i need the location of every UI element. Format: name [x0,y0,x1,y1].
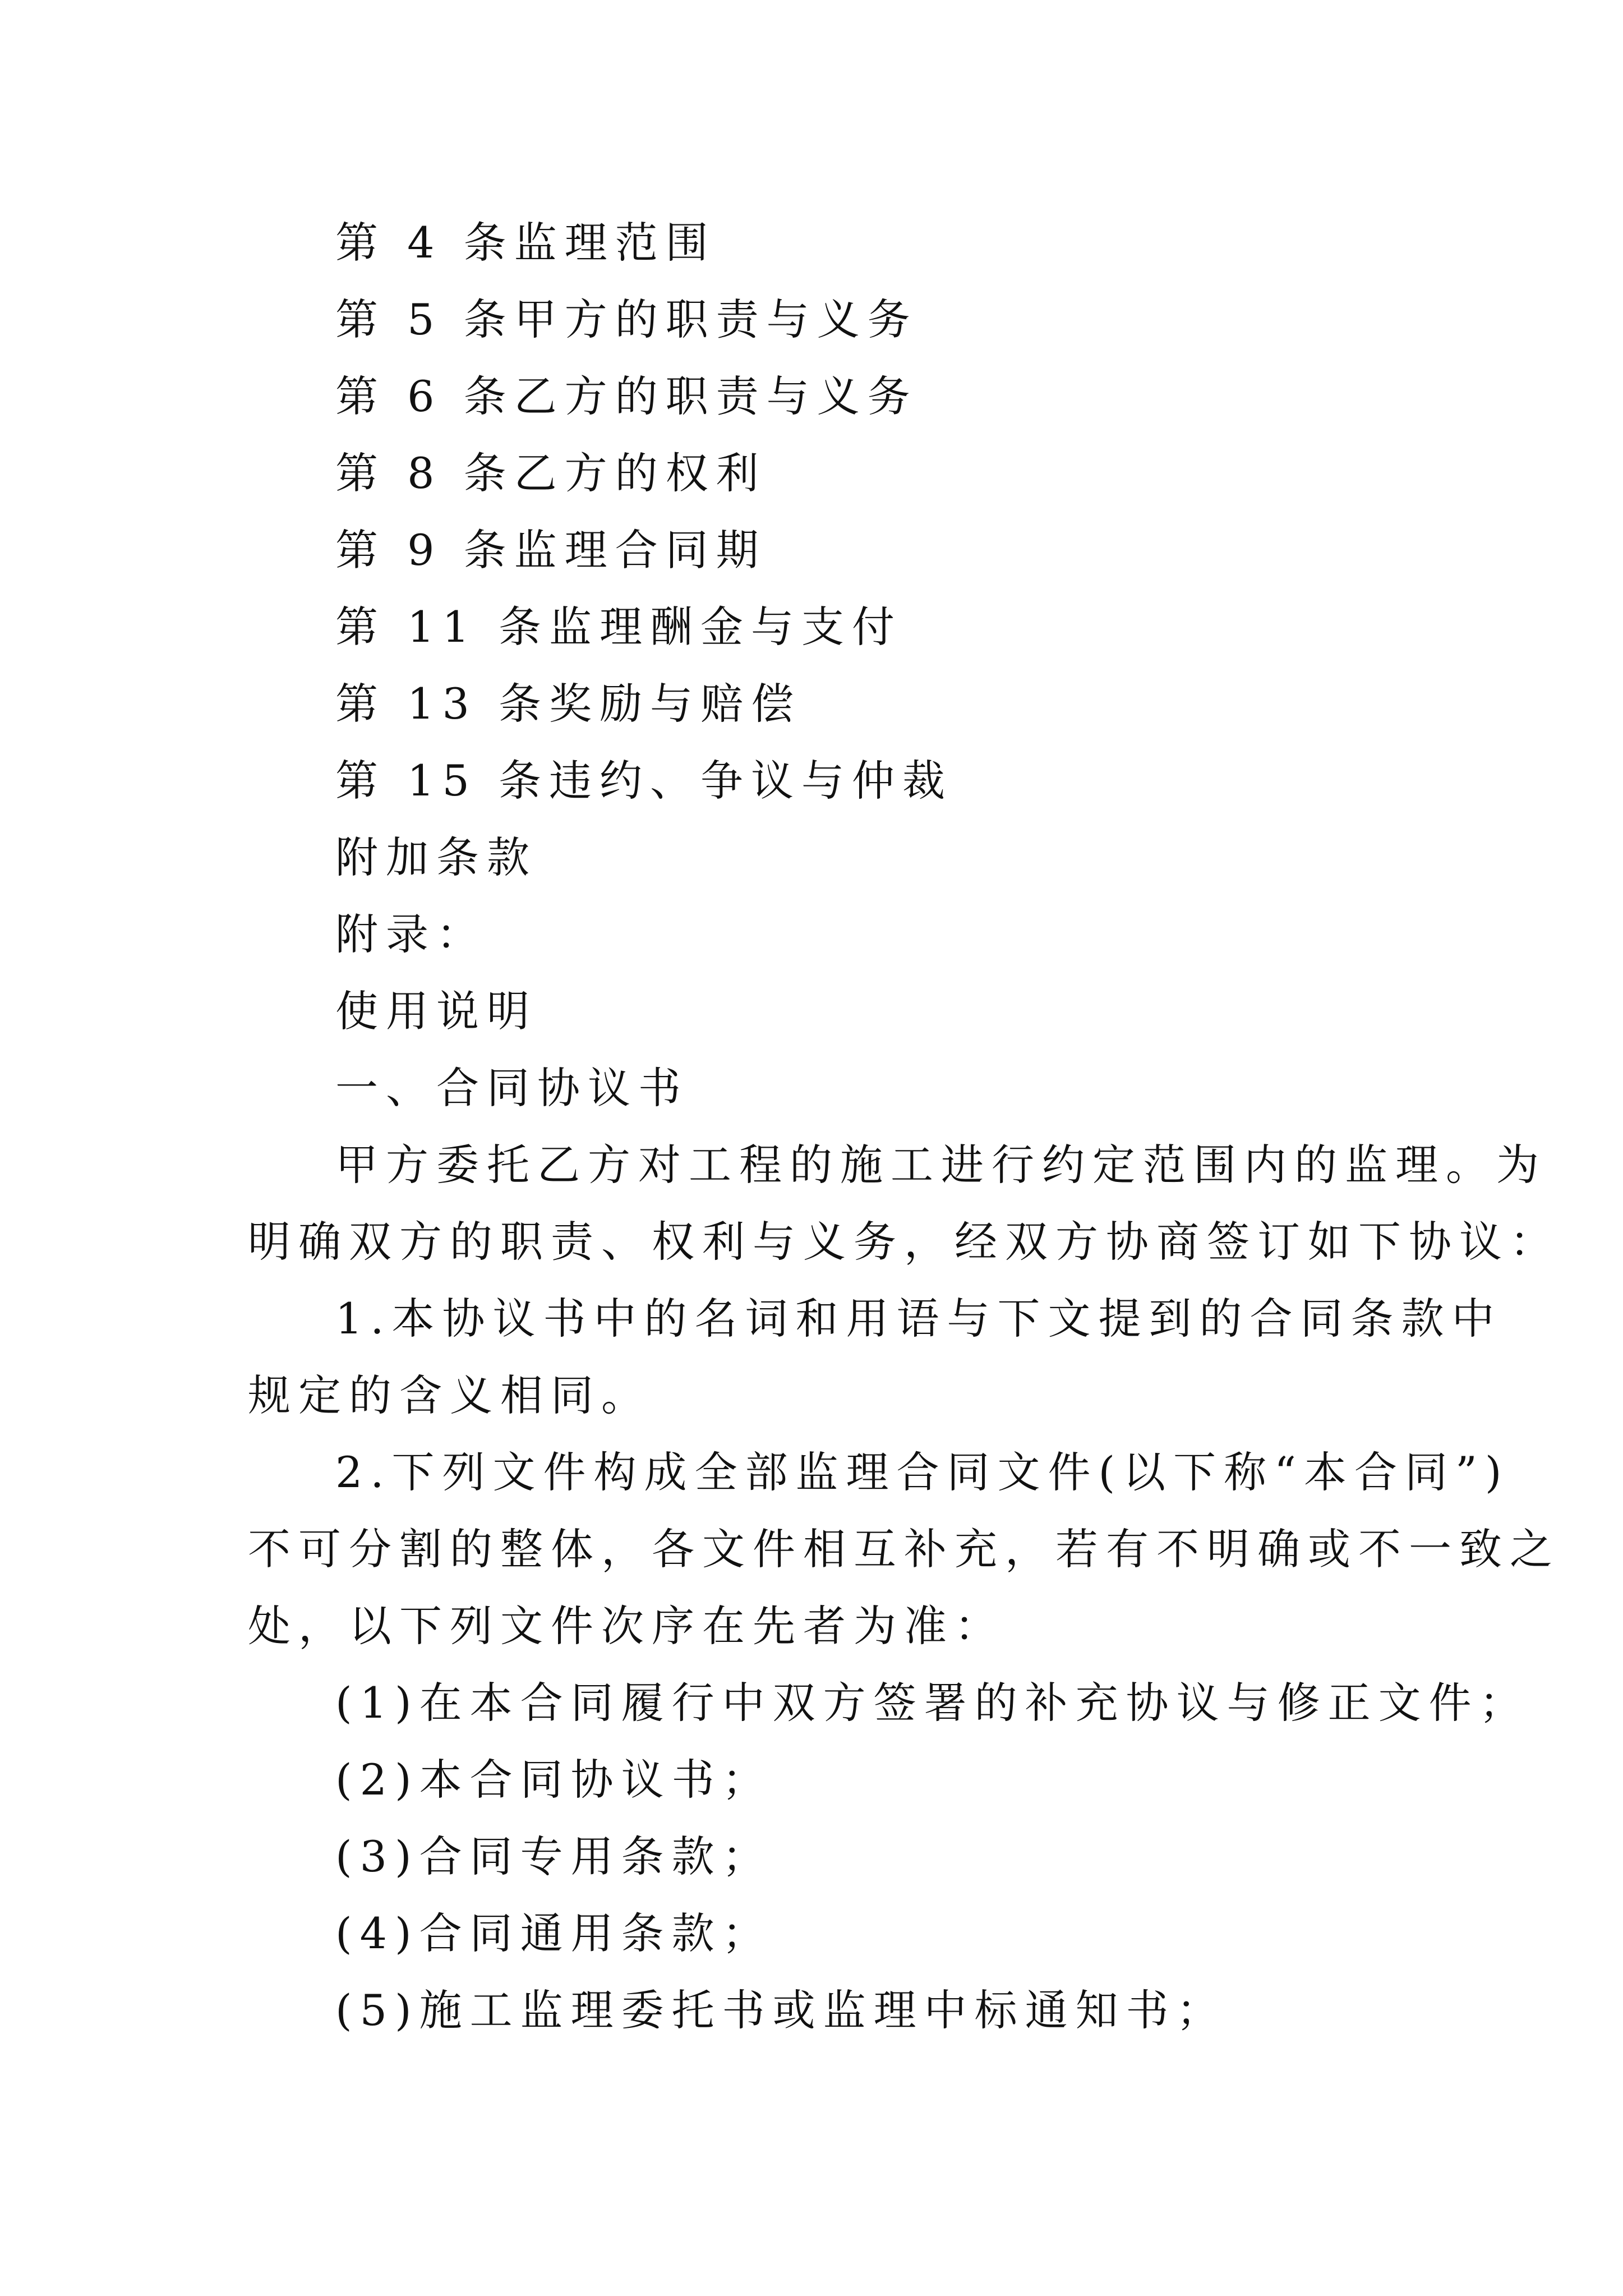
toc-item: 第 8 条乙方的权利 [335,448,767,498]
toc-item: 使用说明 [335,986,537,1036]
toc-item: 第 5 条甲方的职责与义务 [335,295,918,344]
toc-item: 附录： [335,909,487,959]
toc-item: 第 4 条监理范围 [335,218,716,268]
paragraph-line: 甲方委托乙方对工程的施工进行约定范围内的监理。为 [335,1140,1547,1190]
list-item: (3)合同专用条款； [335,1832,773,1881]
paragraph-line: 2.下列文件构成全部监理合同文件(以下称“本合同”) [335,1447,1510,1497]
toc-item: 第 13 条奖励与赔偿 [335,679,802,729]
list-item: (5)施工监理委托书或监理中标通知书； [335,1985,1227,2035]
paragraph-line: 明确双方的职责、权利与义务，经双方协商签订如下协议： [248,1217,1560,1267]
toc-item: 附加条款 [335,832,537,882]
list-item: (1)在本合同履行中双方签署的补充协议与修正文件； [335,1678,1530,1728]
list-item: (4)合同通用条款； [335,1908,773,1958]
list-item: (2)本合同协议书； [335,1755,773,1805]
section-heading: 一、合同协议书 [335,1063,689,1113]
paragraph-line: 1.本协议书中的名词和用语与下文提到的合同条款中 [335,1294,1502,1343]
paragraph-line: 处，以下列文件次序在先者为准： [248,1601,1005,1651]
toc-item: 第 9 条监理合同期 [335,525,767,575]
paragraph-line: 不可分割的整体，各文件相互补充，若有不明确或不一致之 [248,1524,1560,1574]
paragraph-line: 规定的含义相同。 [248,1370,652,1420]
toc-item: 第 15 条违约、争议与仲裁 [335,756,953,806]
toc-item: 第 11 条监理酬金与支付 [335,602,903,652]
toc-item: 第 6 条乙方的职责与义务 [335,371,918,421]
